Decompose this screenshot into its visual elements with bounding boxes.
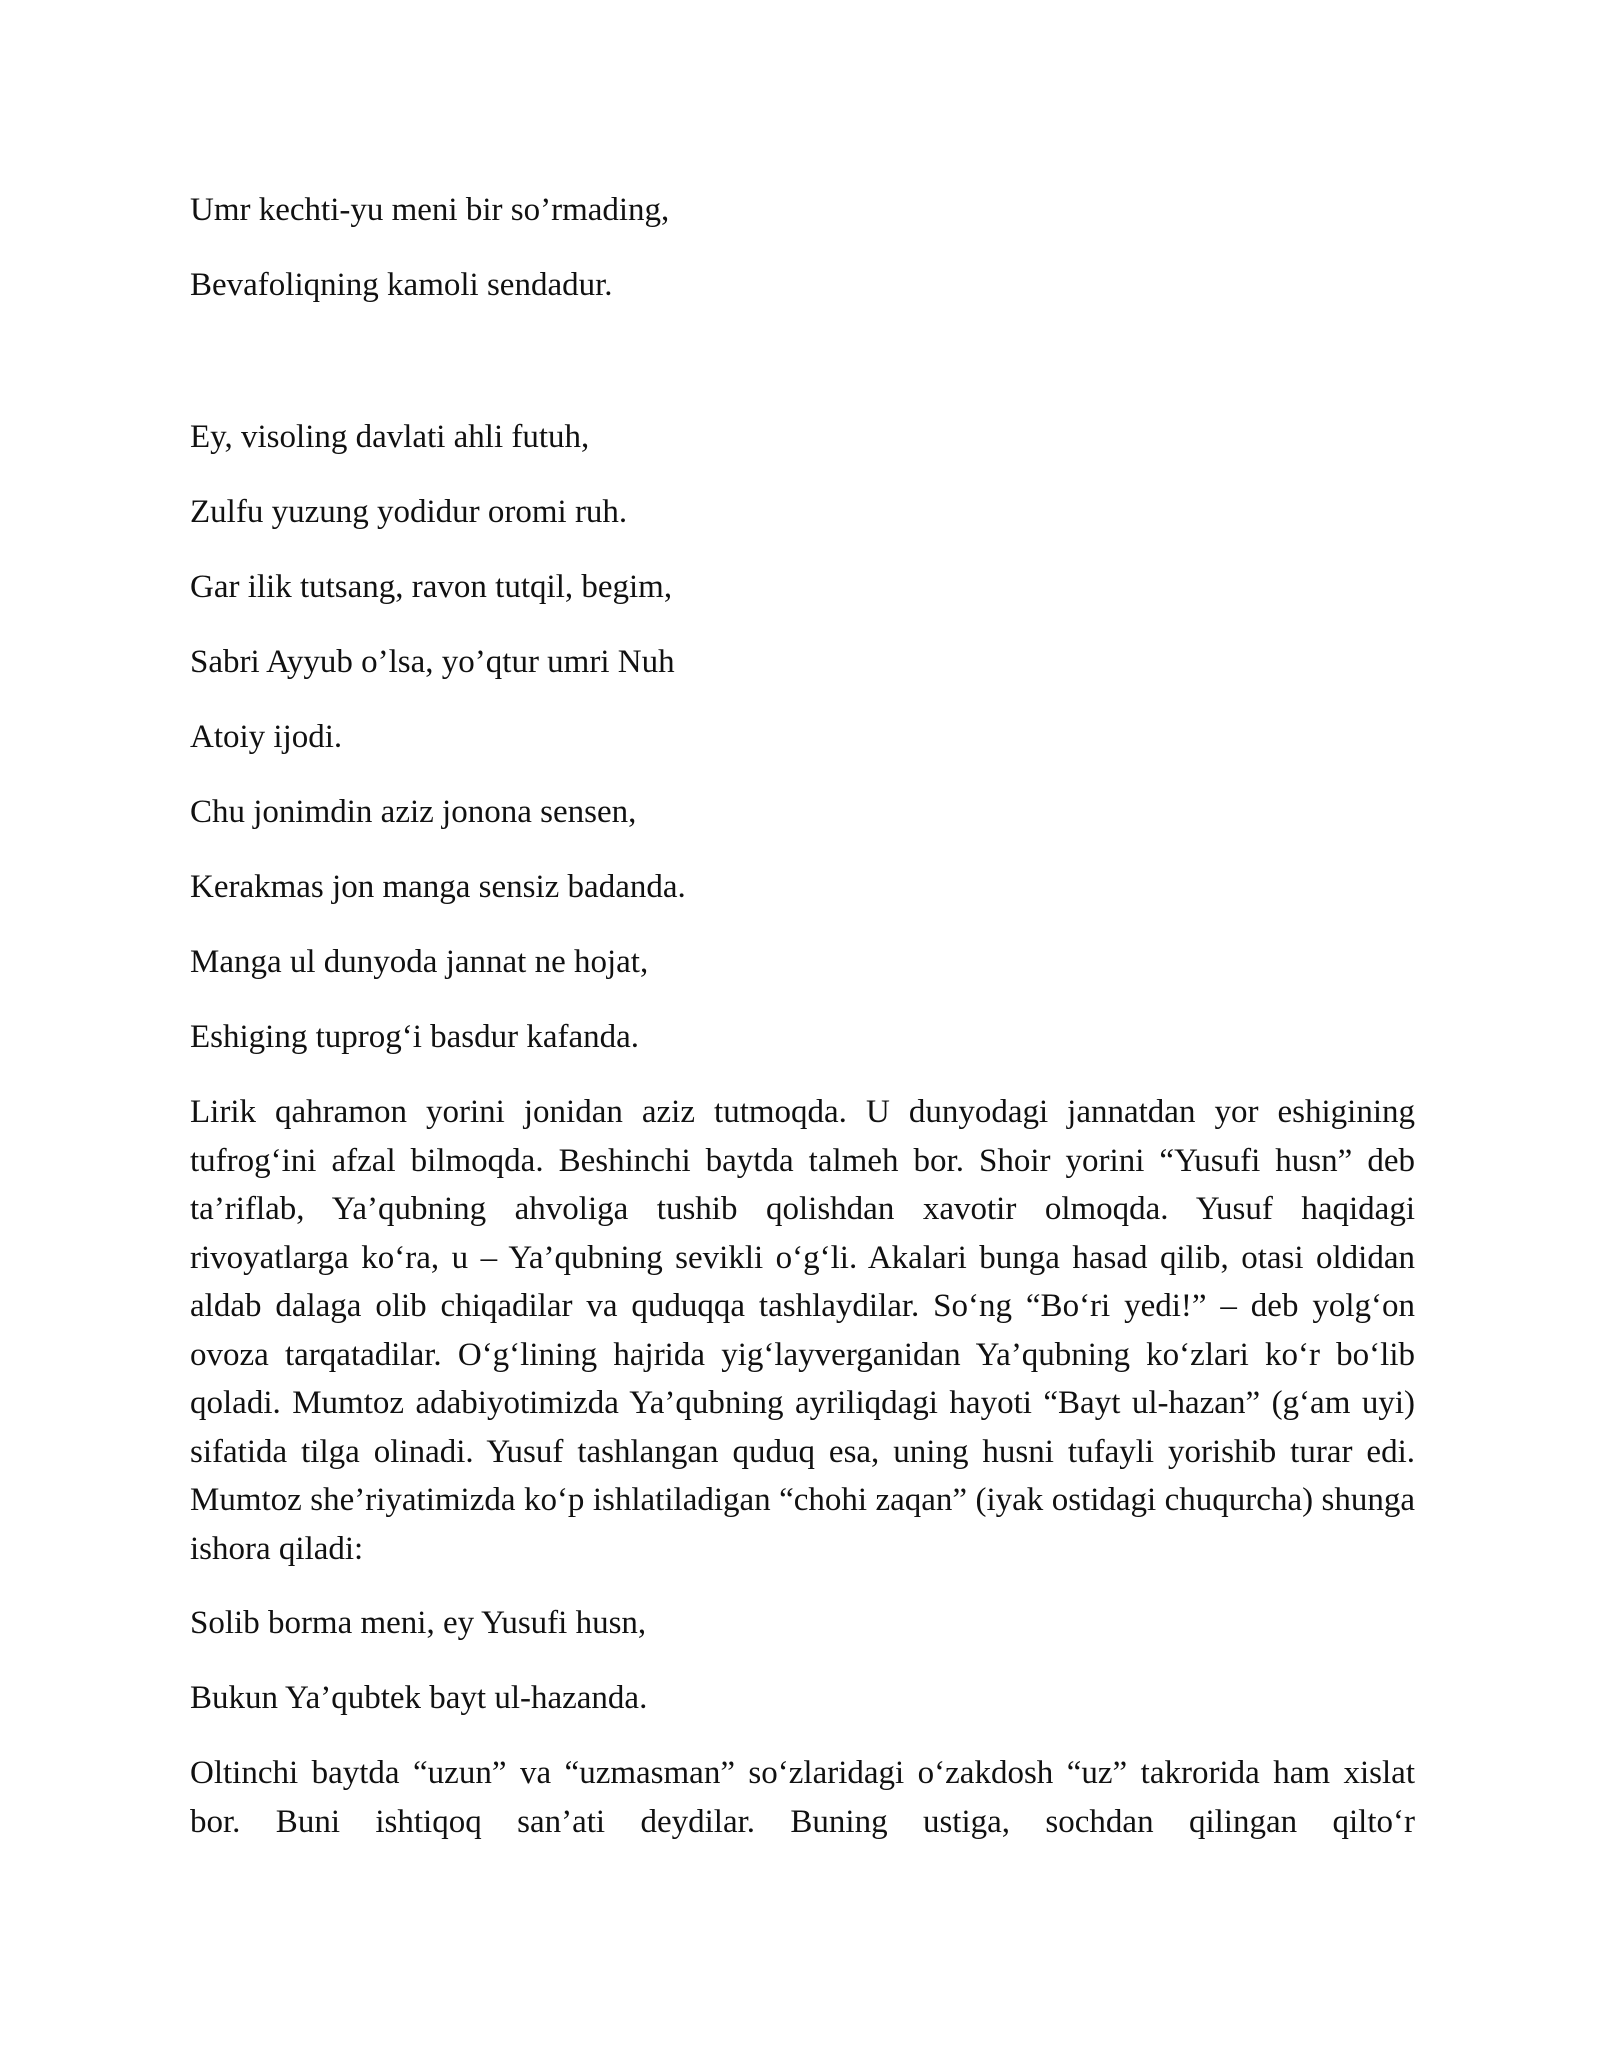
verse-line: Zulfu yuzung yodidur oromi ruh. xyxy=(190,494,628,530)
verse-line: Umr kechti-yu meni bir so’rmading, xyxy=(190,192,670,228)
verse-line: Ey, visoling davlati ahli futuh, xyxy=(190,419,590,455)
verse-line: Chu jonimdin aziz jonona sensen, xyxy=(190,794,637,830)
verse-line: Sabri Ayyub o’lsa, yo’qtur umri Nuh xyxy=(190,644,675,680)
verse-line: Eshiging tuprog‘i basdur kafanda. xyxy=(190,1019,640,1055)
document-page xyxy=(190,186,1415,1872)
verse-line: Solib borma meni, ey Yusufi husn, xyxy=(190,1605,647,1641)
verse-line: Manga ul dunyoda jannat ne hojat, xyxy=(190,944,649,980)
verse-line: Bevafoliqning kamoli sendadur. xyxy=(190,267,613,303)
body-paragraph: Oltinchi baytda “uzun” va “uzmasman” so‘zlaridagi o‘zakdosh “uz” takrorida ham xislat bor. Buni ishtiqoq san’ati deydilar. Buning ustiga, sochdan qilingan qilto‘r xyxy=(190,1755,1415,1840)
verse-line: Atoiy ijodi. xyxy=(190,719,343,755)
body-paragraph: Lirik qahramon yorini jonidan aziz tutmoqda. U dunyodagi jannatdan yor eshigining tufrog‘ini afzal bilmoqda. Beshinchi baytda talmeh bor. Shoir yorini “Yusufi husn” deb ta’riflab, Ya’qubning ahvoliga tushib qolishdan xavotir olmoqda. Yusuf haqidagi rivoyatlarga ko‘ra, u – Ya’qubning sevikli o‘g‘li. Akalari bunga hasad qilib, otasi oldidan aldab dalaga olib chiqadilar va quduqqa tashlaydilar. So‘ng “Bo‘ri yedi!” – deb yolg‘on ovoza tarqatadilar. O‘g‘lining hajrida yig‘layverganidan Ya’qubning ko‘zlari ko‘r bo‘lib qoladi. Mumtoz adabiyotimizda Ya’qubning ayriliqdagi hayoti “Bayt ul-hazan” (g‘am uyi) sifatida tilga olinadi. Yusuf tashlangan quduq esa, uning husni tufayli yorishib turar edi. Mumtoz she’riyatimizda ko‘p ishlatiladigan “chohi zaqan” (iyak ostidagi chuqurcha) shunga ishora qiladi: xyxy=(190,1094,1415,1567)
verse-line: Bukun Ya’qubtek bayt ul-hazanda. xyxy=(190,1680,648,1716)
verse-line: Gar ilik tutsang, ravon tutqil, begim, xyxy=(190,569,673,605)
verse-line: Kerakmas jon manga sensiz badanda. xyxy=(190,869,686,905)
stanza-gap xyxy=(190,336,1415,413)
